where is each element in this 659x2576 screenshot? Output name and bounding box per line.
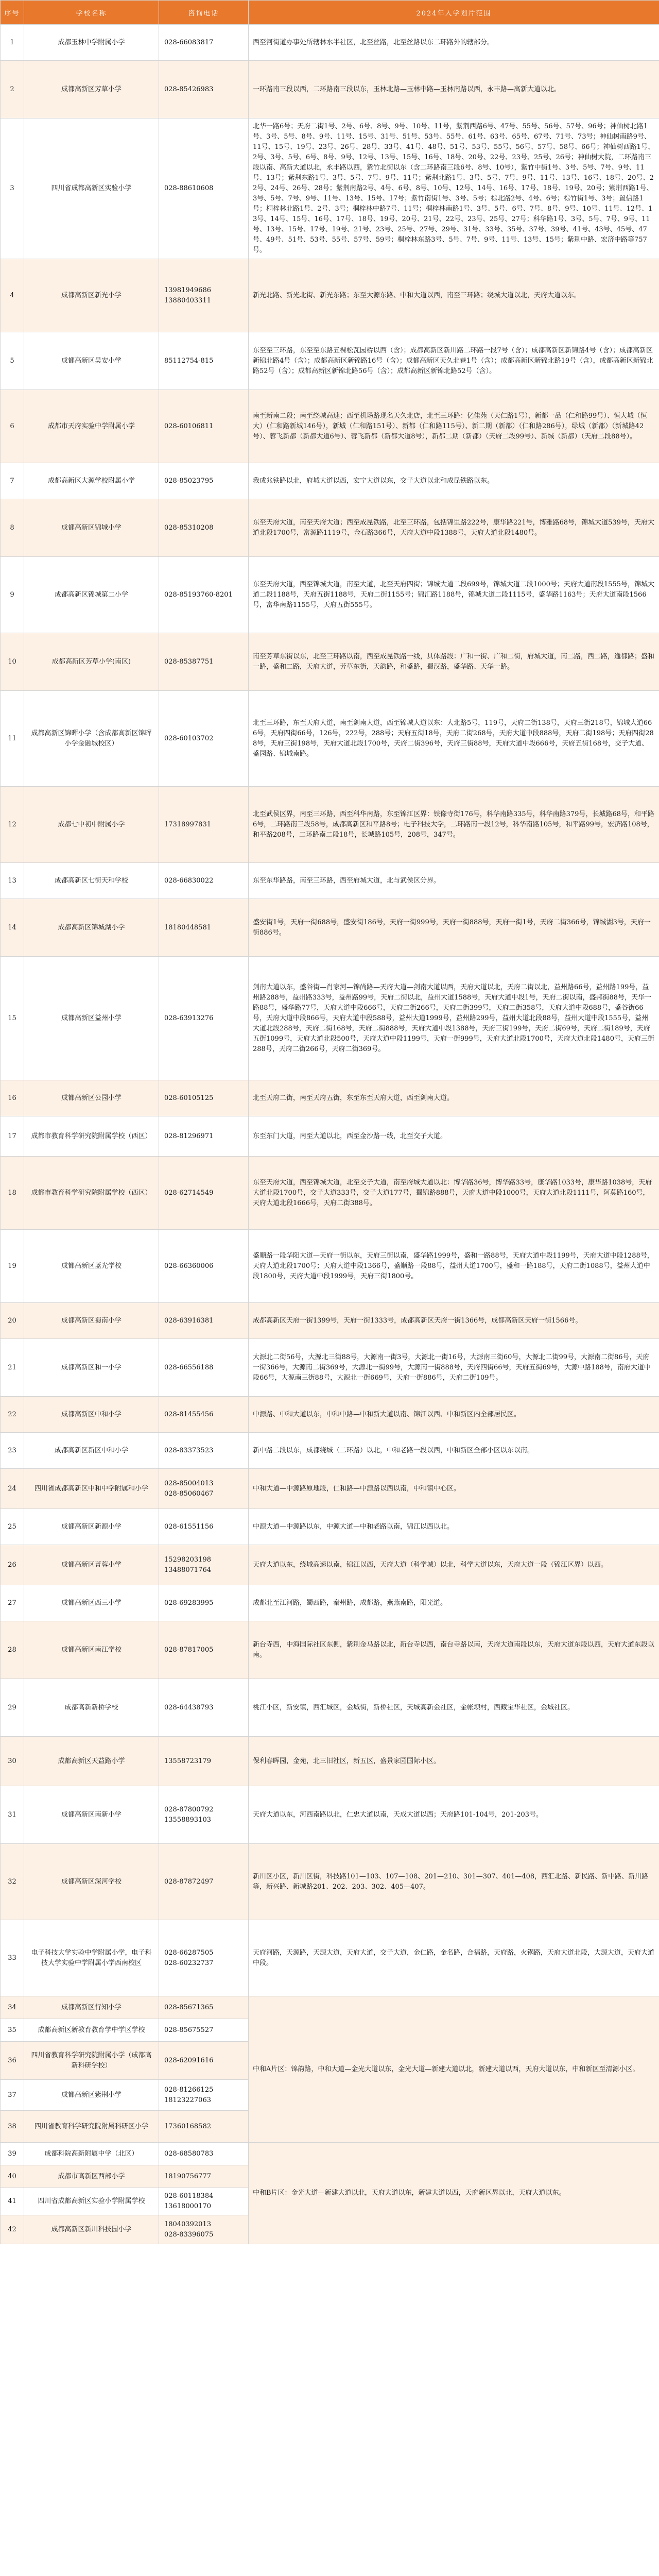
row-index: 25 xyxy=(1,1509,24,1545)
row-index: 26 xyxy=(1,1545,24,1585)
school-phone xyxy=(159,1509,249,1545)
school-phone xyxy=(159,1996,249,2019)
enrollment-area: 新光北路、新光北街、新光东路；东至大源东路、中和大道以西，南至三环路；绕城大道以北，天府大道以东。 xyxy=(249,259,659,332)
table-row xyxy=(1,1786,659,1844)
table-row xyxy=(1,1920,659,1996)
school-name: 四川省教育科学研究院附属科研区小学 xyxy=(24,2111,159,2143)
school-name: 成都市教育科学研究院附属学校（西区） xyxy=(24,1116,159,1157)
school-name: 成都高新区南新小学 xyxy=(24,1786,159,1844)
enrollment-area: 成都北至江河路，蜀西路，秦州路，成都路，燕燕南路，阳光道。 xyxy=(249,1585,659,1621)
row-index: 33 xyxy=(1,1920,24,1996)
row-index: 27 xyxy=(1,1585,24,1621)
phone-number: 028-60118384 xyxy=(164,2192,214,2200)
header-index: 序号 xyxy=(1,1,24,25)
phone-number: 028-62714549 xyxy=(164,1189,214,1197)
school-phone xyxy=(159,1469,249,1509)
enrollment-area: 北至武侯区界，南至三环路，西至科华南路，东至锦江区界：铁像寺街176号，科华南路335号，科华南路379号，长城路68号，和平路6号，二环路南三段58号，成都高新区和平路8号；电子科技大学，二环路南一段12号，科华南路105号，和平路99号，宏济路108号，和平路208号，二环路南二段18号，长城路105号，208号，347号。 xyxy=(249,787,659,863)
row-index: 22 xyxy=(1,1397,24,1433)
table-row xyxy=(1,463,659,499)
table-header-row xyxy=(1,1,659,25)
phone-number: 028-83396075 xyxy=(164,2230,214,2239)
school-name: 成都市高新区西部小学 xyxy=(24,2165,159,2188)
phone-number: 18040392013 xyxy=(164,2220,211,2228)
school-name: 成都市天府实验中学附属小学 xyxy=(24,390,159,463)
school-name: 成都高新区锦晖小学（含成都高新区锦晖小学金融城校区） xyxy=(24,691,159,787)
school-phone xyxy=(159,1786,249,1844)
phone-number: 028-83373523 xyxy=(164,1446,214,1454)
phone-number: 028-85675527 xyxy=(164,2026,214,2034)
school-name: 成都高新区新区中和小学 xyxy=(24,1433,159,1469)
phone-number: 028-68580783 xyxy=(164,2149,214,2158)
school-name: 成都高新区锦城湖小学 xyxy=(24,899,159,957)
school-name: 成都高新区益州小学 xyxy=(24,957,159,1080)
phone-number: 028-85004013 xyxy=(164,1479,214,1487)
table-row xyxy=(1,1397,659,1433)
row-index: 14 xyxy=(1,899,24,957)
phone-number: 028-81296971 xyxy=(164,1132,214,1140)
row-index: 36 xyxy=(1,2042,24,2080)
phone-number: 028-64438793 xyxy=(164,1703,214,1711)
school-phone xyxy=(159,2143,249,2165)
row-index: 8 xyxy=(1,499,24,557)
table-row xyxy=(1,863,659,899)
table-row xyxy=(1,1996,659,2019)
phone-number: 028-81455456 xyxy=(164,1410,214,1418)
school-name: 成都高新区大源学校附属小学 xyxy=(24,463,159,499)
phone-number: 028-85193760-8201 xyxy=(164,590,233,599)
school-phone xyxy=(159,390,249,463)
enrollment-area-merged: 中和A片区：锦韵路，中和大道—金光大道以东，金光大道—新建大道以北，新建大道以西，天府大道以东，中和新区至清源小区。 xyxy=(249,1996,659,2143)
school-name: 成都市教育科学研究院附属学校（西区） xyxy=(24,1157,159,1230)
table-row xyxy=(1,1080,659,1116)
school-phone xyxy=(159,1844,249,1920)
phone-number: 18190756777 xyxy=(164,2172,211,2180)
phone-number: 028-88610608 xyxy=(164,184,214,192)
phone-number: 028-66360006 xyxy=(164,1262,214,1270)
school-name: 成都高新区紫荆小学 xyxy=(24,2080,159,2111)
school-phone xyxy=(159,2165,249,2188)
enrollment-area: 剑南大道以东，盛谷街—肖家河—锦尚路—天府大道—剑南大道以西，天府大道以北，天府二街以北，益州路66号，益州路199号，益州路288号，益州路333号，益州路99号，天府二街以北，益州大道1588号，天府大道中段1号，天府二街以南，盛邦街88号，天华一路88号，盛华路77号，天府大道中段666号，天府二街266号，天府二街399号，天府二街358号，天府大道中段688号，盛谷街66号，天府大道中段866号，天府大道中段588号，益州大道1999号，益州路299号，益州大道北段88号，益州大道中段1555号，益州大道北段288号，天府二街168号，天府二街888号，天府大道中段1388号，天府三街199号，天府二街69号，天府二街189号，天府五街1099号，天府大道北段500号，天府大道中段1199号，天府一街999号，天府大道北段1700号，天府大道北段1480号，天府三街288号，天府二街266号，天府二街369号。 xyxy=(249,957,659,1080)
school-phone xyxy=(159,2215,249,2244)
phone-number: 13558893103 xyxy=(164,1816,211,1824)
phone-number: 13618000170 xyxy=(164,2202,211,2210)
enrollment-area: 天府大道以东，绕城高速以南，锦江以西，天府大道（科学城）以北，科学大道以东，天府大道一段（锦江区界）以西。 xyxy=(249,1545,659,1585)
school-phone xyxy=(159,1339,249,1397)
table-row xyxy=(1,899,659,957)
enrollment-area: 东至天府大道，西至锦城大道，南至大道，北至天府四街；锦城大道二段699号，锦城大道二段1000号；天府大道南段1555号，锦城大道二段1188号，天府五街1188号，天府二街1155号；锦汇路1188号，锦城大道二段1115号，盛华路1163号；天府大道南段1566号，富华南路1155号，天府五街555号。 xyxy=(249,557,659,633)
school-phone xyxy=(159,2042,249,2080)
header-phone: 咨询电话 xyxy=(159,1,249,25)
school-phone xyxy=(159,1080,249,1116)
enrollment-area: 新台寺西，中海国际社区东侧，紫荆金马路以北，新台寺以西，南台寺路以南，天府大道南段以东，天府大道东段以西，天府大道东段以南。 xyxy=(249,1621,659,1679)
row-index: 29 xyxy=(1,1679,24,1737)
table-row xyxy=(1,1230,659,1303)
school-name: 成都高新区深河学校 xyxy=(24,1844,159,1920)
header-school: 学校名称 xyxy=(24,1,159,25)
school-phone xyxy=(159,557,249,633)
phone-number: 17318997831 xyxy=(164,820,211,828)
school-phone xyxy=(159,1920,249,1996)
enrollment-area: 盛顺路一段华阳大道—天府一街以东，天府三街以南，盛华路1999号，盛和一路88号，天府大道中段1199号，天府大道中段1288号，天府大道北段1700号；天府大道中段1366号，盛顺路一段88号，益州大道1700号，盛和一路188号，天府二街1088号，益州大道中段1800号，天府大道中段1999号，天府三街1800号。 xyxy=(249,1230,659,1303)
table-row xyxy=(1,1339,659,1397)
school-phone xyxy=(159,1585,249,1621)
phone-number: 15298203198 xyxy=(164,1555,211,1564)
school-phone xyxy=(159,2188,249,2215)
school-phone xyxy=(159,2019,249,2042)
enrollment-area: 新中路二段以东，成都绕城（二环路）以北，中和老路一段以西，中和新区全部小区以东以南。 xyxy=(249,1433,659,1469)
phone-number: 028-60103702 xyxy=(164,734,214,742)
phone-number: 028-85387751 xyxy=(164,657,214,666)
school-phone xyxy=(159,1737,249,1786)
school-name: 四川省成都高新区实验小学附属学校 xyxy=(24,2188,159,2215)
table-row xyxy=(1,787,659,863)
enrollment-area: 北华一路6号；天府二街1号、2号、6号、8号、9号、10号、11号，紫荆西路6号、47号、55号、56号、57号、96号；神仙树北路1号、3号、5号、8号、9号、11号、15号、31号、51号、53号、55号、61号、63号、65号、67号、71号、73号；神仙树南路9号、11号、15号、19号、23号、26号、28号、33号、41号、48号、51号、53号、55号、56号、57号、58号、66号；神仙树西路1号、2号、3号、5号、6号、8号、9号、12号、13号、15号、16号、18号、20号、22号、23号、25号、26号；神仙树大院，二环路南三段以南、高新大道以北，永丰路以西，紫竹北街以东（含二环路南三段6号、8号、10号），紫竹中街1号、3号、5号、7号、9号、11号、13号；紫荆东路1号、3号、5号、7号、9号、11号；紫荆北路1号、3号、5号、7号、9号、11号、13号、16号、18号、20号、22号、24号、26号、28号；紫荆南路2号、4号、6号、8号、10号、12号、14号、16号、17号、18号、19号、20号；紫荆西路1号、3号、5号、7号、9号、11号、13号、15号、17号；紫竹南街1号、3号、5号；棕北路2号、4号、6号；棕竹街1号、3号；置信路1号；桐梓林北路1号、2号、3号；桐梓林中路7号、11号；桐梓林南路1号、3号、5号、6号、7号、8号、9号、10号、11号、12号、13号、14号、15号、16号、17号、18号、19号、20号、21号、22号、23号、25号、27号；科华路1号、3号、5号、7号、9号、11号、13号、15号、17号、19号、21号、23号、25号、27号、29号、31号、33号、35号、37号、39号、41号、43号、45号、47号、49号、51号、53号、55号、57号、59号；桐梓林东路3号、5号、7号、9号、11号、13号、15号；紫荆中路、宏济中路等757号。 xyxy=(249,118,659,259)
school-phone xyxy=(159,25,249,61)
school-name: 成都高新区南江学校 xyxy=(24,1621,159,1679)
table-row xyxy=(1,1116,659,1157)
table-row xyxy=(1,1157,659,1230)
school-phone xyxy=(159,1116,249,1157)
table-row xyxy=(1,499,659,557)
row-index: 38 xyxy=(1,2111,24,2143)
school-name: 成都高新区锦城第二小学 xyxy=(24,557,159,633)
enrollment-area: 北至三环路，东至天府大道，南至剑南大道，西至锦城大道以东：大北路5号，119号，天府二街138号，天府三街218号，锦城大道666号，天府四街66号，126号，222号，288号；天府五街18号，天府二街268号，天府大道中段888号，天府二街198号；天府四街288号，天府三街198号，天府大道北段1700号，天府二街396号，天府三街88号，天府大道中段666号，天府五街168号，交子大道、盛园路、锦城南路。 xyxy=(249,691,659,787)
school-name: 成都七中初中附属小学 xyxy=(24,787,159,863)
phone-number: 17360168582 xyxy=(164,2122,211,2130)
school-phone xyxy=(159,1679,249,1737)
row-index: 4 xyxy=(1,259,24,332)
table-row xyxy=(1,557,659,633)
school-name: 成都科院高新附属中学（北区） xyxy=(24,2143,159,2165)
school-name: 成都高新区芳草小学 xyxy=(24,61,159,118)
row-index: 37 xyxy=(1,2080,24,2111)
table-row xyxy=(1,691,659,787)
phone-number: 028-87800792 xyxy=(164,1805,214,1814)
school-phone xyxy=(159,499,249,557)
school-name: 成都高新区七街天和学校 xyxy=(24,863,159,899)
enrollment-area: 中源路、中和大道以东，中和中路—中和新大道以南、锦江以西、中和新区内全部居民区。 xyxy=(249,1397,659,1433)
school-phone xyxy=(159,463,249,499)
school-name: 成都高新区锦城小学 xyxy=(24,499,159,557)
phone-number: 028-85060467 xyxy=(164,1489,214,1498)
enrollment-area: 大源北二街56号，大源北三街88号，大源南一街3号，大源北一街16号，大源南三街60号，大源北二街99号，大源南二街86号，天府一街366号，大源南二街369号，大源北一街99号，大源南一街888号，天府四街66号，天府五街69号，大源中路188号，南府大道中段66号，大源南三街88号，大源北一街669号，天府一街886号，天府二街109号。 xyxy=(249,1339,659,1397)
enrollment-area: 南至新南二段；南至绕城高速；西至机场路现名天久北店，北至三环路：亿佳苑（天仁路1号），新都一品（仁和路99号）、恒大城（恒大）（仁和路新城146号），新城（仁和路151号）、新都（仁和路115号）、新二期（新都）（仁和路286号），绿城（新都）（新城路42号）、蓉飞新都（新都大道6号）、蓉飞新都（新都大道8号），新都二期（新都）（天府二段99号）、新城（新都）（天府二段88号）。 xyxy=(249,390,659,463)
header-area: 2024年入学划片范围 xyxy=(249,1,659,25)
row-index: 12 xyxy=(1,787,24,863)
phone-number: 028-62091616 xyxy=(164,2056,214,2064)
row-index: 3 xyxy=(1,118,24,259)
enrollment-area: 盛安街1号，天府一街688号，盛安街186号，天府一街999号，天府一街888号，天府一街1号，天府二街366号，锦城湖3号，天府一街886号。 xyxy=(249,899,659,957)
phone-number: 028-61551156 xyxy=(164,1522,214,1531)
enrollment-area: 东至东门大道，南至大道以北，西至金沙路一线，北至交子大道。 xyxy=(249,1116,659,1157)
row-index: 23 xyxy=(1,1433,24,1469)
enrollment-area: 东至东华路路，南至三环路，西至府城大道，北与武侯区分界。 xyxy=(249,863,659,899)
row-index: 24 xyxy=(1,1469,24,1509)
school-name: 成都高新区西三小学 xyxy=(24,1585,159,1621)
enrollment-area: 中和大道—中源路原地段，仁和路—中源路以西以南，中和镇中心区。 xyxy=(249,1469,659,1509)
row-index: 2 xyxy=(1,61,24,118)
enrollment-area-merged: 中和B片区：金光大道—新建大道以北，天府大道以东，新建大道以西，天府新区界以北，天府大道以东。 xyxy=(249,2143,659,2244)
school-name: 成都高新区中和小学 xyxy=(24,1397,159,1433)
school-phone xyxy=(159,118,249,259)
phone-number: 028-85023795 xyxy=(164,477,214,485)
phone-number: 13488071764 xyxy=(164,1566,211,1574)
phone-number: 13558723179 xyxy=(164,1757,211,1765)
row-index: 39 xyxy=(1,2143,24,2165)
school-name: 成都高新区新川科技园小学 xyxy=(24,2215,159,2244)
table-row xyxy=(1,1737,659,1786)
school-phone xyxy=(159,1303,249,1339)
row-index: 18 xyxy=(1,1157,24,1230)
table-row xyxy=(1,2143,659,2165)
enrollment-area: 桃江小区，新安镇，西汇城区，金城街，新桥社区，天城高新金社区，金帐坝村，西藏宝华社区，金城社区。 xyxy=(249,1679,659,1737)
row-index: 31 xyxy=(1,1786,24,1844)
phone-number: 028-87817005 xyxy=(164,1646,214,1654)
school-name: 成都高新区蜀南小学 xyxy=(24,1303,159,1339)
table-row xyxy=(1,633,659,691)
phone-number: 028-63913276 xyxy=(164,1014,214,1022)
table-row xyxy=(1,1585,659,1621)
school-phone xyxy=(159,332,249,390)
table-row xyxy=(1,1844,659,1920)
table-body xyxy=(1,25,659,2244)
enrollment-area: 新川区小区，新川区街，科技路101—103、107—108、201—210、301—307、401—408，西汇北路、新民路、新中路、新川路等，新兴路、新城路201、202、203、302、405—407。 xyxy=(249,1844,659,1920)
row-index: 9 xyxy=(1,557,24,633)
phone-number: 18123227063 xyxy=(164,2096,211,2104)
table-row xyxy=(1,1679,659,1737)
phone-number: 18180448581 xyxy=(164,923,211,931)
row-index: 35 xyxy=(1,2019,24,2042)
table-row xyxy=(1,118,659,259)
phone-number: 028-87872497 xyxy=(164,1877,214,1886)
school-name: 成都高新区行知小学 xyxy=(24,1996,159,2019)
school-phone xyxy=(159,1157,249,1230)
row-index: 32 xyxy=(1,1844,24,1920)
school-name: 四川省成都高新区中和中学附属和小学 xyxy=(24,1469,159,1509)
enrollment-area: 天府大道以东，河西南路以北，仁忠大道以南，天成大道以西；天府路101-104号，201-203号。 xyxy=(249,1786,659,1844)
school-phone xyxy=(159,957,249,1080)
school-phone xyxy=(159,1397,249,1433)
row-index: 28 xyxy=(1,1621,24,1679)
row-index: 17 xyxy=(1,1116,24,1157)
table-row xyxy=(1,332,659,390)
row-index: 5 xyxy=(1,332,24,390)
school-name: 成都高新区和一小学 xyxy=(24,1339,159,1397)
school-name: 四川省成都高新区实验小学 xyxy=(24,118,159,259)
enrollment-area: 保利春晖园，金苑，北三旧社区，新五区，盛景家园国际小区。 xyxy=(249,1737,659,1786)
row-index: 11 xyxy=(1,691,24,787)
row-index: 20 xyxy=(1,1303,24,1339)
row-index: 19 xyxy=(1,1230,24,1303)
enrollment-area: 东至至三环路，东至至东路五棵松瓦园桥以西（含）；成都高新区新川路二环路一段7号（含）；成都高新区新锦路4号（含）；成都高新区新锦北路4号（含）；成都高新区新锦路16号（含）；成都高新区天久北巷1号（含）；成都高新区新锦北路19号（含），成都高新区新锦北路52号（含）；成都高新区新锦北路56号（含）；成都高新区新锦北路52号（含）。 xyxy=(249,332,659,390)
school-name: 成都高新新桥学校 xyxy=(24,1679,159,1737)
school-phone xyxy=(159,259,249,332)
phone-number: 028-85426983 xyxy=(164,85,214,93)
school-phone xyxy=(159,691,249,787)
school-phone xyxy=(159,863,249,899)
enrollment-area: 西至河街道办事处所辖林水半社区，北至丝路，北至丝路以东二环路外的辖部分。 xyxy=(249,25,659,61)
school-phone xyxy=(159,1621,249,1679)
table-row xyxy=(1,1433,659,1469)
school-name: 成都高新区菁蓉小学 xyxy=(24,1545,159,1585)
phone-number: 85112754-815 xyxy=(164,357,214,365)
school-name: 成都高新区新光小学 xyxy=(24,259,159,332)
row-index: 7 xyxy=(1,463,24,499)
row-index: 10 xyxy=(1,633,24,691)
school-phone xyxy=(159,787,249,863)
table-row xyxy=(1,1545,659,1585)
row-index: 16 xyxy=(1,1080,24,1116)
enrollment-area: 南至芳草东街以东，北至三环路以南，西至成昆铁路一线，具体路段：广和一街、广和二街，府城大道，南二路，西二路，逸都路；盛和一路，盛和二路，天府大道，芳草东街，天韵路，和盛路，蜀汉路，盛华路、天华一路。 xyxy=(249,633,659,691)
school-phone xyxy=(159,899,249,957)
phone-number: 028-66083817 xyxy=(164,38,214,46)
school-phone xyxy=(159,2080,249,2111)
phone-number: 028-63916381 xyxy=(164,1316,214,1325)
school-name: 成都高新区公园小学 xyxy=(24,1080,159,1116)
phone-number: 028-66556188 xyxy=(164,1363,214,1371)
table-row xyxy=(1,1621,659,1679)
phone-number: 028-85310208 xyxy=(164,523,214,532)
enrollment-area: 东至天府大道，西至锦城大道，北至交子大道，南至府城大道以北：博华路36号，博华路33号，康华路1033号，康华路1038号，天府大道北段1700号，交子大道333号，交子大道177号，蜀锦路888号，天府大道中段1000号，天府大道北段1111号，阿莫路160号，天府大道北段1666号，天府二街388号。 xyxy=(249,1157,659,1230)
table-row xyxy=(1,1303,659,1339)
table-row xyxy=(1,1469,659,1509)
row-index: 21 xyxy=(1,1339,24,1397)
school-name: 成都高新区蓝光学校 xyxy=(24,1230,159,1303)
table-row xyxy=(1,390,659,463)
row-index: 42 xyxy=(1,2215,24,2244)
row-index: 15 xyxy=(1,957,24,1080)
school-name: 成都高新区新源小学 xyxy=(24,1509,159,1545)
school-name: 成都高新区芳草小学(南区) xyxy=(24,633,159,691)
school-name: 四川省教育科学研究院附属小学（成都高新科研学校） xyxy=(24,2042,159,2080)
enrollment-area: 我成兆铁路以北，府城大道以西，宏宁大道以东，交子大道以北和成昆铁路以东。 xyxy=(249,463,659,499)
enrollment-area: 北至天府二街，南至天府五街，东至东至天府大道，西至剑南大道。 xyxy=(249,1080,659,1116)
enrollment-area: 东至天府大道，南至天府大道；西至成昆铁路，北至三环路，包括锦里路222号，康华路221号，博雅路68号，锦城大道539号，天府大道北段1700号，富源路1119号，金石路366号，天府大道中段1388号，天府大道北段1480号。 xyxy=(249,499,659,557)
row-index: 30 xyxy=(1,1737,24,1786)
school-phone xyxy=(159,1230,249,1303)
school-name: 成都高新区新教育教育学中学区学校 xyxy=(24,2019,159,2042)
phone-number: 028-60105125 xyxy=(164,1094,214,1102)
school-phone xyxy=(159,2111,249,2143)
row-index: 6 xyxy=(1,390,24,463)
phone-number: 028-69283995 xyxy=(164,1599,214,1607)
phone-number: 028-60106811 xyxy=(164,422,214,430)
enrollment-area: 成都高新区天府一街1399号，天府一街1333号，成都高新区天府一街1366号，成都高新区天府一街1566号。 xyxy=(249,1303,659,1339)
school-phone xyxy=(159,61,249,118)
phone-number: 028-60232737 xyxy=(164,1959,214,1967)
row-index: 1 xyxy=(1,25,24,61)
row-index: 34 xyxy=(1,1996,24,2019)
table-row xyxy=(1,957,659,1080)
table-row xyxy=(1,1509,659,1545)
row-index: 41 xyxy=(1,2188,24,2215)
row-index: 13 xyxy=(1,863,24,899)
enrollment-area: 中源大道—中源路以东，中源大道—中和老路以南，锦江以西以北。 xyxy=(249,1509,659,1545)
phone-number: 028-66287505 xyxy=(164,1948,214,1957)
phone-number: 13880403311 xyxy=(164,296,211,304)
school-phone xyxy=(159,1545,249,1585)
enrollment-area: 天府河路，天源路，天源大道，天府大道，交子大道，金仁路，金名路，合福路，天府路，火锅路，天府大道北段，大源大道，天府大道中段。 xyxy=(249,1920,659,1996)
table-row xyxy=(1,25,659,61)
phone-number: 028-85671365 xyxy=(164,2003,214,2011)
school-phone xyxy=(159,633,249,691)
phone-number: 028-81266125 xyxy=(164,2086,214,2094)
table-row xyxy=(1,61,659,118)
school-name: 成都高新区天益路小学 xyxy=(24,1737,159,1786)
row-index: 40 xyxy=(1,2165,24,2188)
school-name: 成都玉林中学附属小学 xyxy=(24,25,159,61)
phone-number: 028-66830022 xyxy=(164,876,214,885)
school-phone xyxy=(159,1433,249,1469)
school-name: 电子科技大学实验中学附属小学，电子科技大学实验中学附属小学西南校区 xyxy=(24,1920,159,1996)
school-name: 成都高新区吴安小学 xyxy=(24,332,159,390)
table-row xyxy=(1,259,659,332)
enrollment-area: 一环路南三段以西，二环路南三段以东，玉林北路—玉林中路—玉林南路以西，永丰路—高新大道以北。 xyxy=(249,61,659,118)
phone-number: 13981949686 xyxy=(164,286,211,294)
